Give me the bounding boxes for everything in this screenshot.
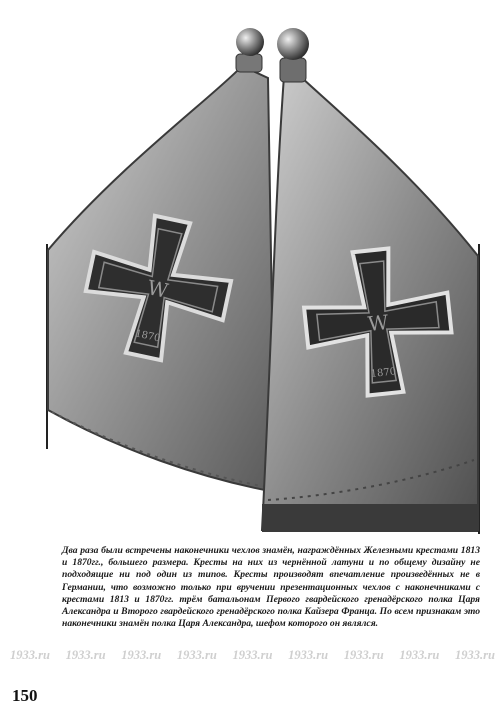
photo-caption: Два раза были встречены наконечники чехлов знамён, награждённых Железными крестами 1813 и 1870гг., большего размера. Кресты на них из чернённой латуни и по общему дизайну не подходящие ни под один из типов. Кресты производят впечатление произведённых не в Германии, что возможно только при вручении презентационных чехлов с наконечниками с крестами 1813 и 1870гг. трём батальонам Первого гвардейского гренадёрского полка Царя Александра и Второго гвардейского гренадёрского полка Кайзера Франца. По всем признакам это наконечники знамён полка Царя Александра, шефом которого он являлся.	[62, 545, 480, 630]
watermark-row	[10, 648, 495, 663]
right-cross-monogram: W	[366, 309, 390, 337]
watermark-text: 1933.ru	[176, 648, 217, 662]
left-cross-monogram: W	[145, 275, 171, 303]
left-cross-year: 1870	[134, 328, 162, 345]
right-finial	[262, 28, 478, 532]
page-number: 150	[12, 686, 38, 705]
right-cross-year: 1870	[370, 366, 397, 381]
watermark-text: 1933.ru	[65, 648, 106, 662]
watermark-text: 1933.ru	[343, 648, 384, 662]
watermark-text: 1933.ru	[10, 648, 50, 662]
watermark-text: 1933.ru	[232, 648, 273, 662]
watermark-text: 1933.ru	[399, 648, 440, 662]
watermark-text: 1933.ru	[455, 648, 495, 662]
watermark-text: 1933.ru	[121, 648, 162, 662]
left-finial	[48, 28, 275, 492]
watermark-text: 1933.ru	[288, 648, 329, 662]
